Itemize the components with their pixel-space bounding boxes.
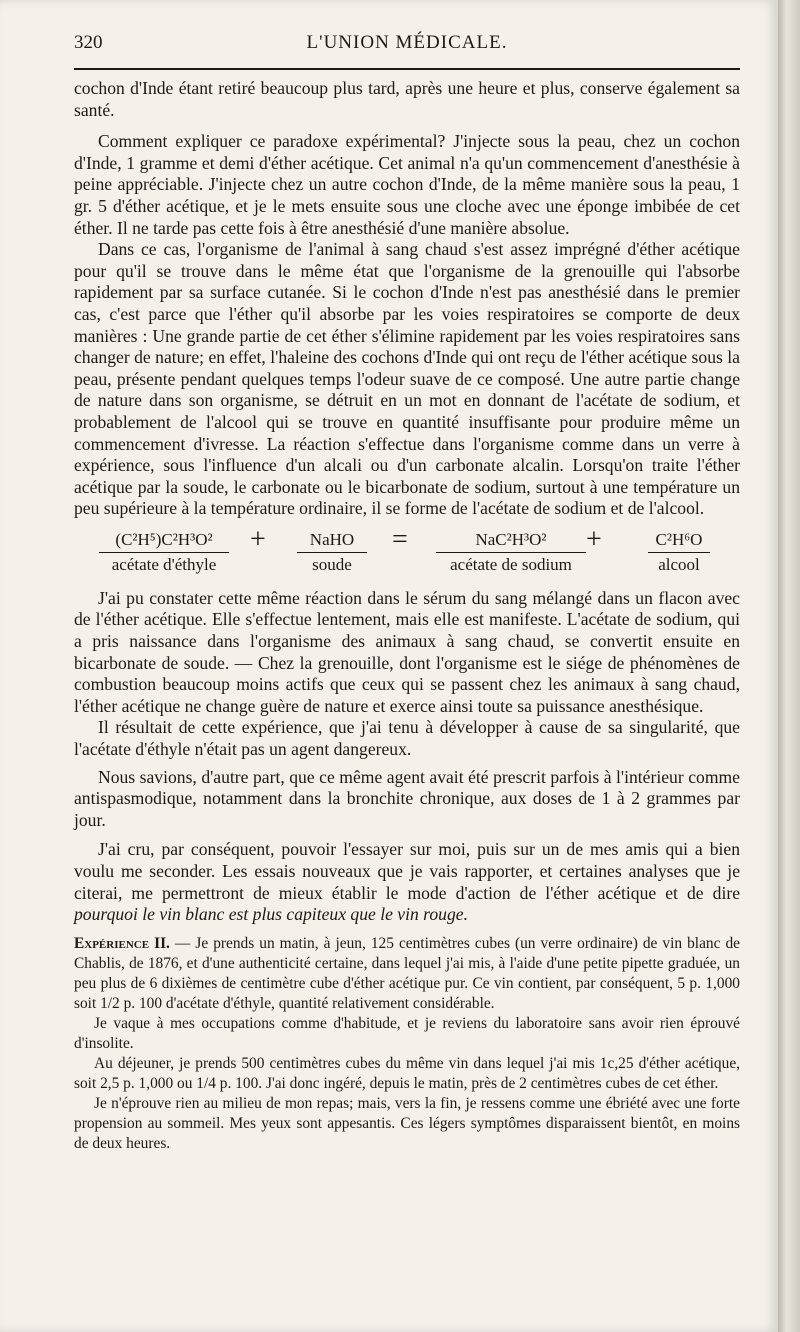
formula: NaC²H³O² xyxy=(475,529,547,549)
paragraph: Je vaque à mes occupations comme d'habitude, et je reviens du laboratoire sans avoir rien éprouvé d'insolite. xyxy=(74,1014,740,1052)
experiment-label: Expérience II. xyxy=(74,934,170,952)
formula: NaHO xyxy=(309,529,355,549)
formula: C²H⁶O xyxy=(655,529,703,549)
page-number: 320 xyxy=(74,32,103,53)
page-edge xyxy=(778,0,800,1332)
paragraph xyxy=(74,934,740,1014)
equation-term xyxy=(94,530,234,575)
paragraph: Je n'éprouve rien au milieu de mon repas; mais, vers la fin, je ressens comme une ébriété avec une forte propension au sommeil. Mes yeux sont appesantis. Ces légers symptômes disparaissent bientôt, en moins de deux heures. xyxy=(74,1094,740,1152)
paragraph-text: — Je prends un matin, à jeun, 125 centimètres cubes (un verre ordinaire) de vin blanc de Chablis, de 1876, et d'une authenticité certaine, dans lequel j'ai mis, à l'aide d'une petite pipette graduée, un peu plus de 6 dixièmes de centimètre cube d'éther acétique pur. Ce vin contient, par conséquent, 5 p. 1,000 soit 1/2 p. 100 d'acétate d'éthyle, quantité relativement considérable. xyxy=(74,934,740,1012)
paragraph: Dans ce cas, l'organisme de l'animal à sang chaud s'est assez imprégné d'éther acétique pour qu'il se trouve dans le même état que l'organisme de la grenouille qui l'absorbe rapidement par sa surface cutanée. Si le cochon d'Inde n'est pas anesthésié dans le premier cas, c'est parce que l'éther qu'il absorbe par les voies respiratoires se comporte de deux manières : Une grande partie de cet éther s'élimine rapidement par les voies respiratoires sans changer de nature; en effet, l'haleine des cochons d'Inde qui ont reçu de l'éther acétique sous la peau, présente pendant quelques temps l'odeur suave de ce composé. Une autre partie change de nature dans son organisme, se détruit en un mot en donnant de l'acétate de sodium, et probablement de l'alcool qui se trouve en quantité insuffisante pour produire même un commencement d'ivresse. La réaction s'effectue dans l'organisme comme dans un verre à expérience, sous l'influence d'un alcali ou d'un carbonate alcalin. Lorsqu'on traite l'éther acétique par la soude, le carbonate ou le bicarbonate de sodium, surtout à une température un peu supérieure à la température ordinaire, il se forme de l'acétate de sodium et de l'alcool. xyxy=(74,239,740,519)
equation-term xyxy=(282,530,382,575)
compound-name: acétate de sodium xyxy=(450,554,572,574)
paragraph xyxy=(74,839,740,925)
equation-term xyxy=(426,530,596,575)
formula: (C²H⁵)C²H³O² xyxy=(115,529,213,549)
equals-sign: = xyxy=(392,523,408,555)
paragraph: Nous savions, d'autre part, que ce même agent avait été prescrit parfois à l'intérieur comme antispasmodique, notamment dans la bronchite chronique, aux doses de 1 à 2 grammes par jour. xyxy=(74,766,740,830)
paragraph: Il résultait de cette expérience, que j'ai tenu à développer à cause de sa singularité, que l'acétate d'éthyle n'était pas un agent dangereux. xyxy=(74,717,740,760)
running-title: L'UNION MÉDICALE. xyxy=(306,32,508,53)
chemical-equation xyxy=(74,523,740,576)
compound-name: acétate d'éthyle xyxy=(111,554,217,574)
article-body xyxy=(74,78,740,1154)
paragraph: Au déjeuner, je prends 500 centimètres cubes du même vin dans lequel j'ai mis 1c,25 d'éther acétique, soit 2,5 p. 1,000 ou 1/4 p. 100. J'ai donc ingéré, depuis le matin, près de 2 centimètres cubes de cet éther. xyxy=(74,1054,740,1092)
paragraph-text: J'ai cru, par conséquent, pouvoir l'essayer sur moi, puis sur un de mes amis qui a bien voulu me seconder. Les essais nouveaux que je vais rapporter, et certaines analyses que je citerai, me permettront de mieux établir le mode d'action de l'éther acétique et de dire xyxy=(74,839,740,903)
compound-name: alcool xyxy=(658,554,700,574)
header-rule xyxy=(74,68,740,70)
compound-name: soude xyxy=(312,554,352,574)
italic-phrase: pourquoi le vin blanc est plus capiteux que le vin rouge. xyxy=(74,904,468,925)
equation-term xyxy=(634,530,724,575)
paragraph: Comment expliquer ce paradoxe expérimental? J'injecte sous la peau, chez un cochon d'Inde, 1 gramme et demi d'éther acétique. Cet animal n'a qu'un commencement d'anesthésie à peine appréciable. J'injecte chez un autre cochon d'Inde, de la même manière sous la peau, 1 gr. 5 d'éther acétique, et je le mets ensuite sous une cloche avec une éponge imbibée de cet éther. Il ne tarde pas cette fois à être anesthésié d'une manière absolue. xyxy=(74,131,740,238)
paragraph: cochon d'Inde étant retiré beaucoup plus tard, après une heure et plus, conserve également sa santé. xyxy=(74,78,740,120)
plus-sign: + xyxy=(250,523,266,555)
plus-sign: + xyxy=(586,523,602,555)
page-header xyxy=(74,30,740,60)
experiment-section xyxy=(74,934,740,1154)
paragraph: J'ai pu constater cette même réaction dans le sérum du sang mélangé dans un flacon avec de l'éther acétique. Elle s'effectue lentement, mais elle est manifeste. L'acétate de sodium, qui a pris naissance dans l'organisme des animaux à sang chaud, se convertit ensuite en bicarbonate de soude. — Chez la grenouille, dont l'organisme est le siége de phénomènes de combustion beaucoup moins actifs que ceux qui se passent chez les animaux à sang chaud, l'éther acétique ne change guère de nature et exerce ainsi toute sa puissance anesthésique. xyxy=(74,587,740,716)
